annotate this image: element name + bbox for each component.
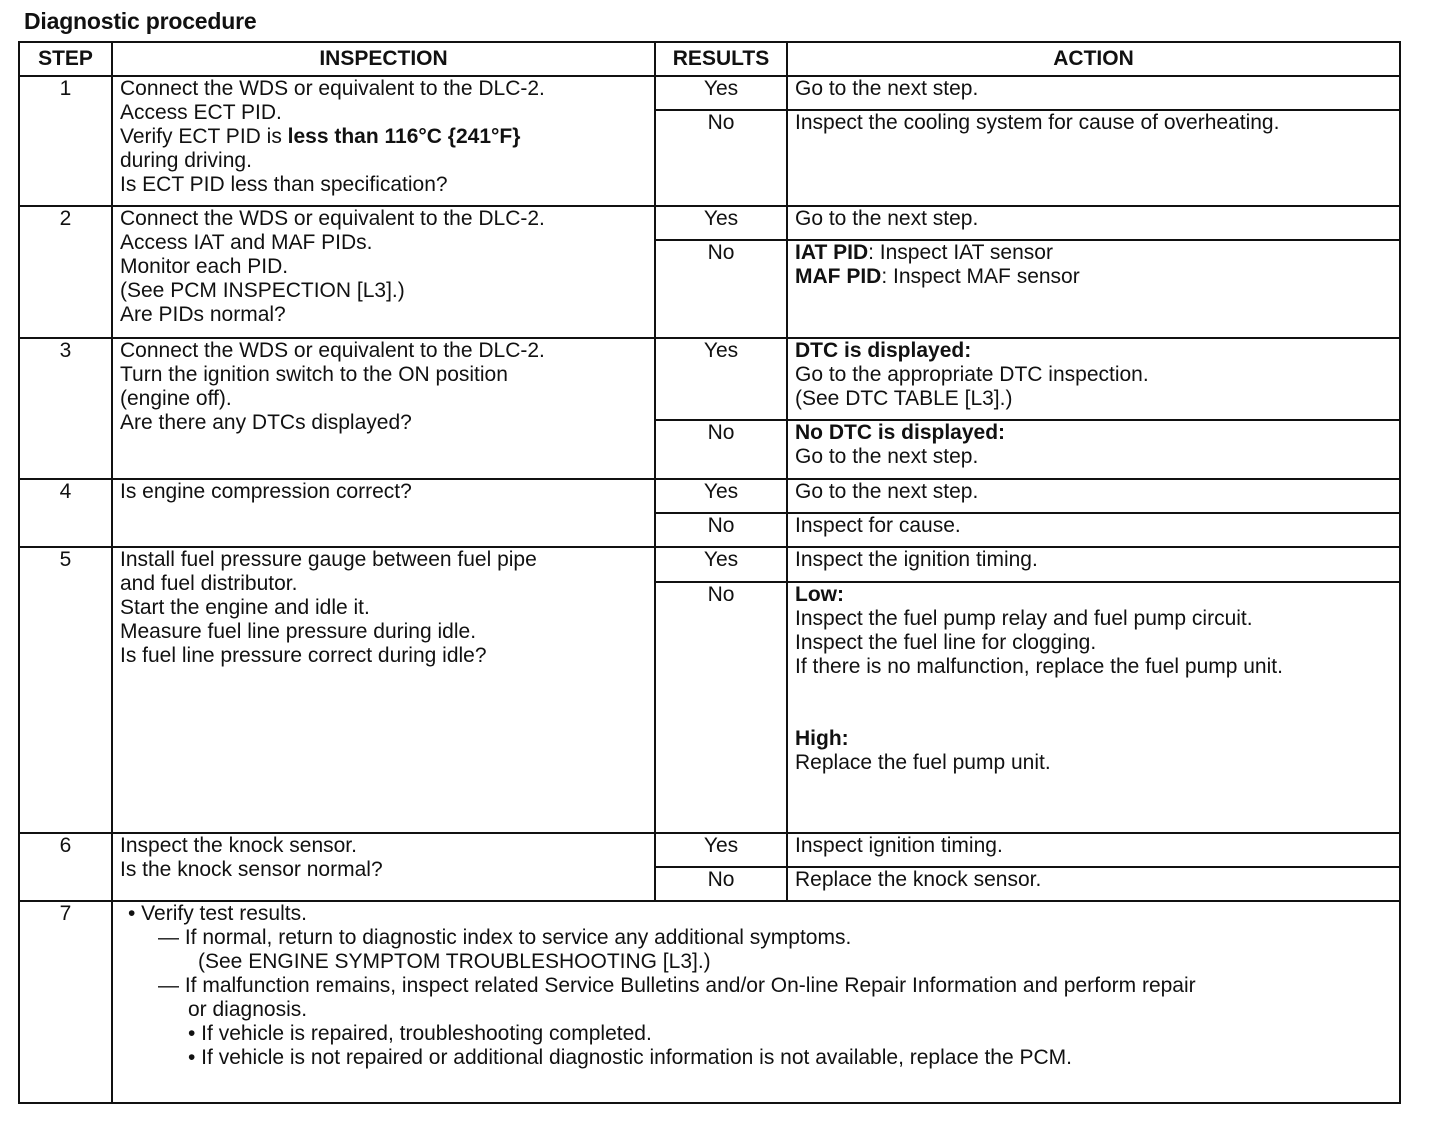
result-yes: Yes xyxy=(655,547,787,582)
inspection-line: Connect the WDS or equivalent to the DLC-2. xyxy=(120,339,545,362)
inspection-line: during driving. xyxy=(120,149,252,172)
table-row xyxy=(19,338,1400,420)
table-row xyxy=(19,547,1400,582)
action-line: If there is no malfunction, replace the fuel pump unit. xyxy=(795,655,1283,678)
step-number: 2 xyxy=(19,206,112,338)
table-row xyxy=(19,479,1400,513)
action-no: Inspect for cause. xyxy=(787,513,1400,547)
table-row xyxy=(19,206,1400,240)
inspection-line: Is engine compression correct? xyxy=(120,480,412,503)
result-no: No xyxy=(655,513,787,547)
action-line: Go to the appropriate DTC inspection. xyxy=(795,363,1149,386)
inspection-line: Is fuel line pressure correct during idle? xyxy=(120,644,487,667)
action-heading: High: xyxy=(795,727,849,750)
inspection-line: Is the knock sensor normal? xyxy=(120,858,383,881)
action-text: : Inspect IAT sensor xyxy=(868,241,1053,264)
inspection-line: Connect the WDS or equivalent to the DLC-2. xyxy=(120,77,545,100)
result-yes: Yes xyxy=(655,206,787,240)
inspection-line: (See PCM INSPECTION [L3].) xyxy=(120,279,405,302)
result-no: No xyxy=(655,582,787,833)
table-row xyxy=(19,833,1400,867)
inspection-line xyxy=(120,125,647,149)
result-no: No xyxy=(655,110,787,206)
action-yes: Go to the next step. xyxy=(787,206,1400,240)
inspection-line: Turn the ignition switch to the ON position xyxy=(120,363,508,386)
step-number: 4 xyxy=(19,479,112,547)
spec-value: less than 116°C {241°F} xyxy=(287,125,521,148)
header-step: STEP xyxy=(19,42,112,76)
result-yes: Yes xyxy=(655,338,787,420)
result-yes: Yes xyxy=(655,76,787,110)
action-yes: Go to the next step. xyxy=(787,76,1400,110)
step-number: 5 xyxy=(19,547,112,833)
inspection-line: (engine off). xyxy=(120,387,232,410)
action-line: Inspect the fuel line for clogging. xyxy=(795,631,1097,654)
result-yes: Yes xyxy=(655,833,787,867)
action-line xyxy=(795,265,1392,289)
inspection-cell xyxy=(112,206,655,338)
action-no xyxy=(787,582,1400,833)
action-yes: Inspect ignition timing. xyxy=(787,833,1400,867)
action-line: Go to the next step. xyxy=(795,445,979,468)
final-step-cell xyxy=(112,901,1400,1103)
header-action: ACTION xyxy=(787,42,1400,76)
inspection-line: Start the engine and idle it. xyxy=(120,596,370,619)
table-row xyxy=(19,901,1400,1103)
inspection-line: Connect the WDS or equivalent to the DLC-2. xyxy=(120,207,545,230)
table-row xyxy=(19,76,1400,110)
page-title: Diagnostic procedure xyxy=(24,8,257,34)
action-heading: DTC is displayed: xyxy=(795,339,972,362)
inspection-cell xyxy=(112,547,655,833)
inspection-line: Are there any DTCs displayed? xyxy=(120,411,412,434)
final-line: • Verify test results. xyxy=(128,902,307,925)
action-no: Replace the knock sensor. xyxy=(787,867,1400,901)
inspection-line: and fuel distributor. xyxy=(120,572,298,595)
inspection-line: Measure fuel line pressure during idle. xyxy=(120,620,477,643)
final-line: • If vehicle is repaired, troubleshooting completed. xyxy=(188,1022,652,1045)
inspection-line: Inspect the knock sensor. xyxy=(120,834,357,857)
step-number: 3 xyxy=(19,338,112,479)
result-no: No xyxy=(655,420,787,479)
action-yes xyxy=(787,338,1400,420)
action-heading: No DTC is displayed: xyxy=(795,421,1006,444)
action-line: Inspect the fuel pump relay and fuel pump circuit. xyxy=(795,607,1253,630)
step-number: 1 xyxy=(19,76,112,206)
header-inspection: INSPECTION xyxy=(112,42,655,76)
step-number: 6 xyxy=(19,833,112,901)
result-no: No xyxy=(655,240,787,338)
inspection-line: Access ECT PID. xyxy=(120,101,282,124)
action-no xyxy=(787,420,1400,479)
action-yes: Go to the next step. xyxy=(787,479,1400,513)
final-line: — If normal, return to diagnostic index to service any additional symptoms. xyxy=(158,926,852,949)
inspection-cell xyxy=(112,76,655,206)
action-line: (See DTC TABLE [L3].) xyxy=(795,387,1013,410)
inspection-cell xyxy=(112,833,655,901)
step-number: 7 xyxy=(19,901,112,1103)
inspection-cell xyxy=(112,479,655,547)
action-line xyxy=(795,241,1392,265)
action-text: : Inspect MAF sensor xyxy=(881,265,1080,288)
final-line: (See ENGINE SYMPTOM TROUBLESHOOTING [L3].) xyxy=(198,950,711,973)
diagnostic-table xyxy=(18,41,1401,1104)
action-no: Inspect the cooling system for cause of overheating. xyxy=(787,110,1400,206)
inspection-line: Access IAT and MAF PIDs. xyxy=(120,231,373,254)
inspection-line: Are PIDs normal? xyxy=(120,303,286,326)
final-line: • If vehicle is not repaired or additional diagnostic information is not available, replace the PCM. xyxy=(188,1046,1072,1069)
final-line: — If malfunction remains, inspect related Service Bulletins and/or On-line Repair Information and perform repair xyxy=(158,974,1196,997)
final-line: or diagnosis. xyxy=(188,998,308,1021)
inspection-line: Install fuel pressure gauge between fuel pipe xyxy=(120,548,537,571)
action-heading: Low: xyxy=(795,583,844,606)
action-line: Replace the fuel pump unit. xyxy=(795,751,1051,774)
header-row xyxy=(19,42,1400,76)
header-results: RESULTS xyxy=(655,42,787,76)
result-no: No xyxy=(655,867,787,901)
result-yes: Yes xyxy=(655,479,787,513)
inspection-line: Monitor each PID. xyxy=(120,255,289,278)
inspection-line: Is ECT PID less than specification? xyxy=(120,173,448,196)
action-no xyxy=(787,240,1400,338)
inspection-cell xyxy=(112,338,655,479)
pid-label: MAF PID xyxy=(795,265,882,288)
inspection-text: Verify ECT PID is xyxy=(120,125,288,148)
action-yes: Inspect the ignition timing. xyxy=(787,547,1400,582)
spacer xyxy=(795,679,1392,727)
pid-label: IAT PID xyxy=(795,241,869,264)
